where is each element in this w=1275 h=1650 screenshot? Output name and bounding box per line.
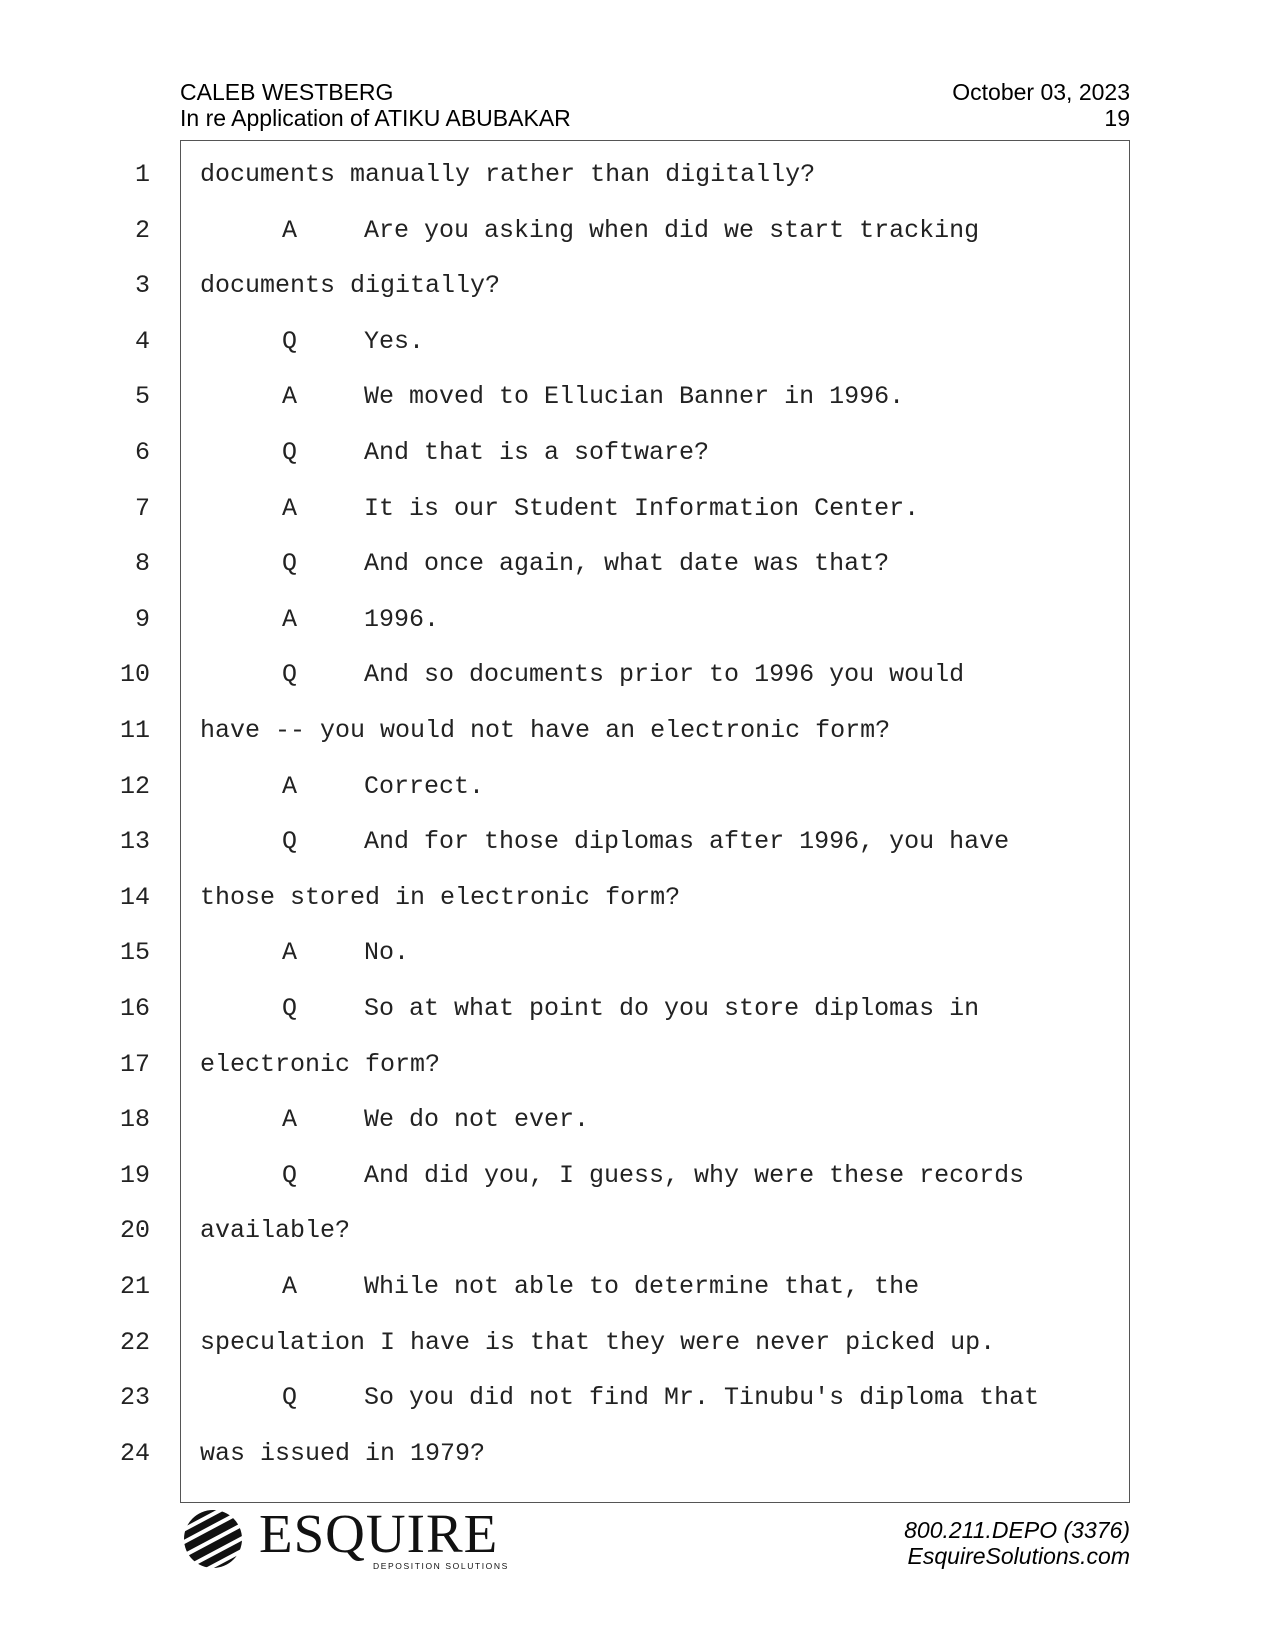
deposition-date: October 03, 2023 bbox=[952, 79, 1130, 105]
speaker-label: A bbox=[282, 604, 298, 634]
line-body: And so documents prior to 1996 you would bbox=[364, 660, 965, 690]
striped-globe-icon bbox=[181, 1507, 245, 1571]
page-number: 19 bbox=[1104, 105, 1130, 131]
line-text bbox=[282, 660, 964, 689]
footer-phone: 800.211.DEPO (3376) bbox=[904, 1517, 1130, 1543]
transcript-line bbox=[0, 1147, 1275, 1202]
speaker-label: A bbox=[282, 493, 298, 523]
line-number: 2 bbox=[134, 215, 150, 245]
line-text: speculation I have is that they were never picked up. bbox=[200, 1327, 996, 1357]
line-text bbox=[282, 994, 979, 1023]
line-text: documents manually rather than digitally? bbox=[200, 160, 816, 189]
footer-website: EsquireSolutions.com bbox=[907, 1543, 1130, 1569]
line-number: 18 bbox=[119, 1105, 150, 1135]
esquire-logo bbox=[181, 1505, 511, 1575]
speaker-label: A bbox=[282, 215, 298, 245]
line-body: So you did not find Mr. Tinubu's diploma that bbox=[364, 1383, 1040, 1413]
speaker-label: Q bbox=[282, 660, 298, 690]
line-text bbox=[282, 1272, 919, 1301]
speaker-label: Q bbox=[282, 326, 298, 356]
transcript-line bbox=[0, 1258, 1275, 1313]
line-text bbox=[282, 438, 709, 467]
line-number: 11 bbox=[119, 716, 150, 745]
transcript-line bbox=[0, 702, 1275, 757]
transcript-line bbox=[0, 758, 1275, 813]
line-number: 13 bbox=[119, 827, 150, 857]
line-number: 1 bbox=[134, 160, 150, 189]
line-text bbox=[282, 827, 1009, 856]
transcript-line bbox=[0, 1369, 1275, 1424]
line-number: 12 bbox=[119, 771, 150, 801]
line-number: 4 bbox=[134, 326, 150, 356]
transcript-line bbox=[0, 1425, 1275, 1480]
line-number: 15 bbox=[119, 938, 150, 968]
line-number: 6 bbox=[134, 438, 150, 467]
transcript-line bbox=[0, 535, 1275, 590]
line-text bbox=[282, 772, 484, 801]
speaker-label: Q bbox=[282, 994, 298, 1023]
line-number: 22 bbox=[119, 1327, 150, 1357]
transcript-line bbox=[0, 591, 1275, 646]
transcript-line bbox=[0, 202, 1275, 257]
logo-wordmark: ESQUIRE bbox=[259, 1503, 499, 1564]
line-text bbox=[282, 382, 904, 411]
line-text: available? bbox=[200, 1216, 351, 1246]
line-text bbox=[282, 1105, 589, 1134]
speaker-label: A bbox=[282, 1105, 298, 1135]
transcript-line bbox=[0, 813, 1275, 868]
line-text: electronic form? bbox=[200, 1049, 441, 1079]
transcript-line bbox=[0, 424, 1275, 479]
transcript-line bbox=[0, 1202, 1275, 1257]
line-number: 17 bbox=[119, 1049, 150, 1079]
line-text bbox=[282, 605, 439, 634]
line-body: So at what point do you store diplomas in bbox=[364, 994, 980, 1023]
speaker-label: A bbox=[282, 771, 298, 801]
transcript-line bbox=[0, 1314, 1275, 1369]
line-body: And for those diplomas after 1996, you have bbox=[364, 827, 1010, 857]
speaker-label: A bbox=[282, 1272, 298, 1301]
line-number: 21 bbox=[119, 1272, 150, 1301]
case-title: In re Application of ATIKU ABUBAKAR bbox=[180, 105, 571, 131]
logo-subtext: DEPOSITION SOLUTIONS bbox=[373, 1561, 509, 1571]
line-number: 14 bbox=[119, 882, 150, 912]
line-text: documents digitally? bbox=[200, 271, 501, 301]
transcript-line bbox=[0, 869, 1275, 924]
witness-name: CALEB WESTBERG bbox=[180, 79, 394, 105]
speaker-label: Q bbox=[282, 549, 298, 579]
line-text bbox=[282, 1383, 1039, 1412]
line-text bbox=[282, 216, 979, 245]
line-number: 24 bbox=[119, 1438, 150, 1468]
line-text bbox=[282, 549, 889, 578]
line-body: Yes. bbox=[364, 326, 425, 356]
transcript-line bbox=[0, 313, 1275, 368]
line-body: It is our Student Information Center. bbox=[364, 493, 920, 523]
transcript-line bbox=[0, 257, 1275, 312]
transcript-line bbox=[0, 146, 1275, 201]
line-number: 10 bbox=[119, 660, 150, 690]
transcript-line bbox=[0, 1036, 1275, 1091]
line-text bbox=[282, 1161, 1024, 1190]
line-body: And once again, what date was that? bbox=[364, 549, 890, 579]
line-body: Correct. bbox=[364, 771, 485, 801]
line-text: have -- you would not have an electronic form? bbox=[200, 716, 891, 745]
line-number: 20 bbox=[119, 1216, 150, 1246]
transcript-line bbox=[0, 980, 1275, 1035]
line-number: 7 bbox=[134, 493, 150, 523]
speaker-label: Q bbox=[282, 1383, 298, 1413]
speaker-label: Q bbox=[282, 438, 298, 467]
line-body: We moved to Ellucian Banner in 1996. bbox=[364, 382, 905, 412]
line-number: 5 bbox=[134, 382, 150, 412]
speaker-label: A bbox=[282, 382, 298, 412]
line-text: those stored in electronic form? bbox=[200, 882, 681, 912]
line-text bbox=[282, 938, 409, 967]
line-number: 19 bbox=[119, 1160, 150, 1190]
line-body: No. bbox=[364, 938, 410, 968]
line-body: Are you asking when did we start tracking bbox=[364, 215, 980, 245]
line-body: While not able to determine that, the bbox=[364, 1272, 920, 1301]
line-number: 8 bbox=[134, 549, 150, 579]
line-text: was issued in 1979? bbox=[200, 1438, 486, 1468]
line-body: 1996. bbox=[364, 604, 440, 634]
line-number: 9 bbox=[134, 604, 150, 634]
line-body: And that is a software? bbox=[364, 438, 710, 467]
speaker-label: A bbox=[282, 938, 298, 968]
transcript-line bbox=[0, 924, 1275, 979]
line-body: We do not ever. bbox=[364, 1105, 590, 1135]
transcript-line bbox=[0, 646, 1275, 701]
speaker-label: Q bbox=[282, 1160, 298, 1190]
line-text bbox=[282, 494, 919, 523]
line-body: And did you, I guess, why were these records bbox=[364, 1160, 1025, 1190]
line-text bbox=[282, 327, 424, 356]
line-number: 16 bbox=[119, 994, 150, 1023]
transcript-line bbox=[0, 368, 1275, 423]
line-number: 23 bbox=[119, 1383, 150, 1413]
speaker-label: Q bbox=[282, 827, 298, 857]
transcript-line bbox=[0, 1091, 1275, 1146]
line-number: 3 bbox=[134, 271, 150, 301]
transcript-line bbox=[0, 480, 1275, 535]
